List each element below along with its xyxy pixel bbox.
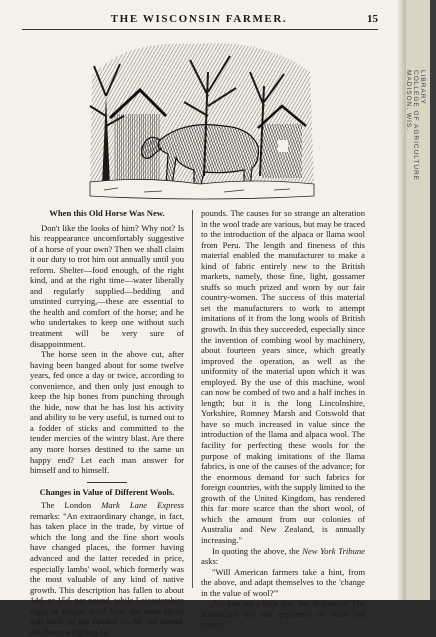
right-column	[201, 208, 365, 630]
paragraph: Don't like the looks of him? Why not? Is his reappearance uncomfortably suggestive of a horse of your own? Then we shall claim it our duty to trot him out annually until you reform. Shelter—food enough, of the right kind, and at the right time—water liberally and regularly supplied—bedding and unstinted currying,—these are essential to the health and comfort of the horse; and he who undertakes to keep one without such treatment will be very sure of disappointment.	[30, 222, 184, 349]
paragraph-lead: The London	[41, 500, 102, 511]
paragraph: "Will American farmers take a hint, from the above, and adapt themselves to the 'change in the value of wool?'"	[201, 566, 365, 598]
page-number: 15	[367, 13, 378, 25]
header-rule	[22, 29, 378, 30]
source-title: New York Tribune	[302, 545, 366, 556]
article-heading-wools: Changes in Value of Different Wools.	[39, 486, 175, 497]
running-head	[0, 13, 398, 27]
section-divider	[87, 482, 127, 483]
old-horse-engraving	[84, 36, 318, 202]
column-rule	[192, 210, 193, 588]
paragraph: Are you not a little fast, Mr. Robinson? The Americans are not exporters of wool but import-	[201, 598, 365, 630]
paragraph: The horse seen in the above cut, after having been banged about for some twelve years, fed once a day or twice, according to convenience, and then only just enough to keep the hip bones from punching through the hide, now that he has lost his activity and ability to be very useful, is turned out to a fodder of sticks and committed to the tender mercies of the wintry blast. Are there any more horses destined to the same un happy end? Let each man answer for himself and to himself.	[30, 349, 184, 476]
masthead: THE WISCONSIN FARMER.	[110, 13, 288, 25]
paragraph	[201, 546, 365, 567]
article-heading-old-horse: When this Old Horse Was New.	[49, 208, 165, 218]
paragraph-lead: In quoting the above, the	[212, 545, 303, 556]
paragraph: pounds. The causes for so strange an alteration in the wool trade are various, but may be traced to the introduction of the alpaca or llama wool from Peru. The length and fineness of this material enabled the manufacturer to make a kind of fabric entirely new to the British markets, namely, those fine, light, gossamer stuffs so much prized and worn by our fair country-women. The success of this material set the manufacturers to work to attempt imitations of it from the long wools of British growth. In this they succeeded, especially since the invention of combing wool by machinery, about fourteen years since, which greatly improved the operation, as well as the uniformity of the material upon which it was employed. By the use of this machine, wool can now be combed of two and a half inches in length; but it is the long Lincolnshire, Yorkshire, Romney Marsh and Cotswold that have so much increased in value since the introduction of the llama and alpaca wool. The facility for perfecting these wools for the purpose of making imitations of the llama fabrics, is one of the causes of the advance; for the enormous demand for such fabrics for foreign countries, with the supply limited to the growth of the United Kingdom, has rendered this far more scarce than the short wool, of which the amount from our colonies of Australia and New Zealand, is annually increasing."	[201, 208, 365, 545]
left-column	[30, 208, 184, 637]
paragraph-tail: asks:	[201, 556, 219, 567]
paragraph-body: remarks: "An extraordinary change, in fact, has taken place in the trade, by virtue of which the long and the fine short wools have changed places, the former having advanced and the latter receded in price, especially lambs' wool, which formerly was the most valuable of any kind of native growth. This description has fallen to about 14d. or 15d. per pound, while Leicestershire teggs or hogget wool from the same sheep will fetch, or has fetched 2s. 6d. per pound, the fleece weighing 14	[30, 510, 184, 637]
paragraph	[30, 500, 184, 637]
library-stamp	[405, 70, 426, 590]
stamp-line: LIBRARY	[419, 70, 426, 105]
stamp-line: MADISON, WIS.	[405, 70, 412, 132]
stamp-line: COLLEGE OF AGRICULTURE	[412, 70, 419, 182]
source-title: Mark Lane Express	[101, 500, 184, 511]
